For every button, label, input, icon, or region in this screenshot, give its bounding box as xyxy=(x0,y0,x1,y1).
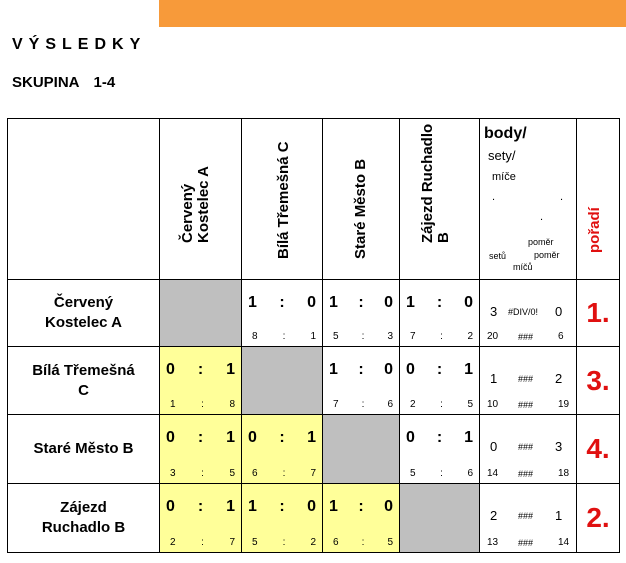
match-result-cell xyxy=(323,280,400,347)
ball-ratio-value: ### xyxy=(518,332,534,342)
match-result-cell xyxy=(160,415,242,484)
ball-ratio-value: ### xyxy=(518,400,534,410)
match-result-cell xyxy=(160,484,242,553)
match-result-cell xyxy=(242,280,323,347)
balls-value: 14 xyxy=(558,537,570,548)
orange-header-bar xyxy=(159,0,626,27)
sets-value: 13 xyxy=(487,537,499,548)
header-row xyxy=(8,119,620,280)
diagonal-cell xyxy=(242,347,323,415)
ball-ratio-value: ### xyxy=(518,538,534,548)
team-name-cell xyxy=(8,415,160,484)
match-result-cell xyxy=(242,415,323,484)
match-balls: 5 : 6 xyxy=(410,468,473,479)
sets-value: 14 xyxy=(487,468,499,479)
stats-cell xyxy=(480,280,577,347)
match-score: 0 : 1 xyxy=(166,429,235,446)
sets-value: 20 xyxy=(487,331,499,342)
points-value: 2 xyxy=(490,508,498,523)
match-balls: 5 : 2 xyxy=(252,537,316,548)
match-result-cell xyxy=(400,280,480,347)
match-balls: 7 : 2 xyxy=(410,331,473,342)
match-balls: 3 : 5 xyxy=(170,468,235,479)
set-ratio-value: #DIV/0! xyxy=(508,307,539,317)
rank-header: pořadí xyxy=(577,119,620,280)
column-header-1: Červený Kostelec A xyxy=(160,119,242,280)
match-result-cell xyxy=(242,484,323,553)
points-value: 1 xyxy=(490,371,498,386)
team-row xyxy=(8,484,620,553)
match-balls: 2 : 7 xyxy=(170,537,235,548)
match-score: 1 : 0 xyxy=(329,294,393,311)
match-balls: 6 : 5 xyxy=(333,537,393,548)
column-header-4: Zájezd Ruchadlo B xyxy=(400,119,480,280)
team-name: Červený Kostelec A xyxy=(45,294,122,331)
points-value: 0 xyxy=(490,439,498,454)
diagonal-cell xyxy=(323,415,400,484)
team-row xyxy=(8,280,620,347)
match-result-cell xyxy=(400,347,480,415)
match-balls: 8 : 1 xyxy=(252,331,316,342)
set-ratio-value: ### xyxy=(518,374,534,384)
match-balls: 2 : 5 xyxy=(410,399,473,410)
group-subtitle xyxy=(12,74,115,91)
rank-cell: 3. xyxy=(577,347,620,415)
bonus-value: 1 xyxy=(555,508,563,523)
team-name-cell xyxy=(8,484,160,553)
match-score: 0 : 1 xyxy=(248,429,316,446)
match-score: 0 : 1 xyxy=(406,361,473,378)
team-row xyxy=(8,347,620,415)
rank-cell: 1. xyxy=(577,280,620,347)
match-score: 1 : 0 xyxy=(406,294,473,311)
match-balls: 5 : 3 xyxy=(333,331,393,342)
stats-cell xyxy=(480,484,577,553)
match-result-cell xyxy=(400,415,480,484)
balls-value: 6 xyxy=(558,331,564,342)
diagonal-cell xyxy=(160,280,242,347)
match-score: 1 : 0 xyxy=(248,498,316,515)
column-header-2: Bílá Třemešná C xyxy=(242,119,323,280)
stats-cell xyxy=(480,415,577,484)
balls-value: 19 xyxy=(558,399,570,410)
stats-cell xyxy=(480,347,577,415)
team-name-cell xyxy=(8,347,160,415)
match-result-cell xyxy=(323,347,400,415)
match-score: 1 : 0 xyxy=(329,361,393,378)
bonus-value: 2 xyxy=(555,371,563,386)
column-header-3: Staré Město B xyxy=(323,119,400,280)
page-title: VÝSLEDKY xyxy=(12,36,147,53)
match-balls: 6 : 7 xyxy=(252,468,316,479)
match-balls: 7 : 6 xyxy=(333,399,393,410)
group-label: SKUPINA xyxy=(12,74,80,91)
rank-cell: 2. xyxy=(577,484,620,553)
corner-cell xyxy=(8,119,160,280)
results-table xyxy=(7,118,620,553)
ball-ratio-value: ### xyxy=(518,469,534,479)
bonus-value: 3 xyxy=(555,439,563,454)
team-name: Staré Město B xyxy=(33,440,134,457)
match-score: 0 : 1 xyxy=(166,498,235,515)
balls-value: 18 xyxy=(558,468,570,479)
rank-cell: 4. xyxy=(577,415,620,484)
match-score: 0 : 1 xyxy=(166,361,235,378)
team-name: Zájezd Ruchadlo B xyxy=(41,499,126,536)
match-score: 1 : 0 xyxy=(329,498,393,515)
match-result-cell xyxy=(160,347,242,415)
match-balls: 1 : 8 xyxy=(170,399,235,410)
points-value: 3 xyxy=(490,304,498,319)
team-row xyxy=(8,415,620,484)
sets-value: 10 xyxy=(487,399,499,410)
stats-header: body/ sety/ míče . . . poměr setů poměr míčů xyxy=(480,119,577,280)
set-ratio-value: ### xyxy=(518,511,534,521)
match-score: 0 : 1 xyxy=(406,429,473,446)
bonus-value: 0 xyxy=(555,304,563,319)
team-name-cell xyxy=(8,280,160,347)
set-ratio-value: ### xyxy=(518,442,534,452)
team-name: Bílá Třemešná C xyxy=(32,361,135,399)
match-score: 1 : 0 xyxy=(248,294,316,311)
match-result-cell xyxy=(323,484,400,553)
group-range: 1-4 xyxy=(93,74,116,91)
diagonal-cell xyxy=(400,484,480,553)
